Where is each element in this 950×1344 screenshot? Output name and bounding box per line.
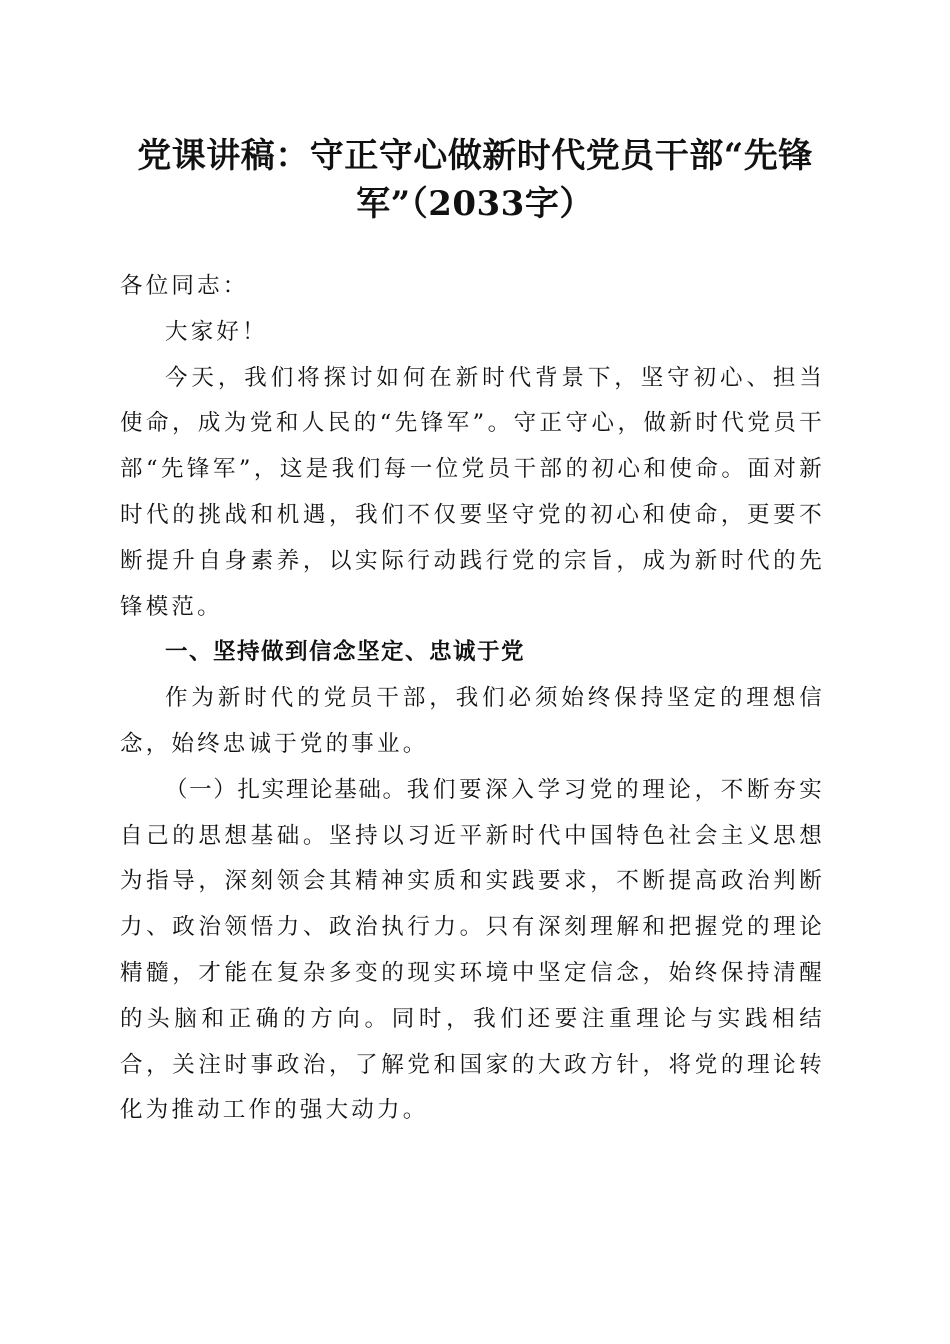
section-1-intro-paragraph: 作为新时代的党员干部，我们必须始终保持坚定的理想信念，始终忠诚于党的事业。 <box>120 685 825 757</box>
document-body <box>120 264 825 1134</box>
salutation: 各位同志： <box>120 273 249 299</box>
intro-paragraph: 今天，我们将探讨如何在新时代背景下，坚守初心、担当使命，成为党和人民的“先锋军”。守正守心，做新时代党员干部“先锋军”，这是我们每一位党员干部的初心和使命。面对新时代的挑战和机遇，我们不仅要坚守党的初心和使命，更要不断提升自身素养，以实际行动践行党的宗旨，成为新时代的先锋模范。 <box>120 364 825 620</box>
document-title: 党课讲稿：守正守心做新时代党员干部“先锋军”（2033字） <box>137 136 813 224</box>
section-heading-1: 一、坚持做到信念坚定、忠诚于党 <box>165 639 526 666</box>
subsection-1-paragraph <box>120 768 825 1134</box>
subsection-1-lead: （一）扎实理论基础。 <box>165 776 407 803</box>
subsection-1-text: 我们要深入学习党的理论，不断夯实自己的思想基础。坚持以习近平新时代中国特色社会主义思想为指导，深刻领会其精神实质和实践要求，不断提高政治判断力、政治领悟力、政治执行力。只有深刻理解和把握党的理论精髓，才能在复杂多变的现实环境中坚定信念，始终保持清醒的头脑和正确的方向。同时，我们还要注重理论与实践相结合，关注时事政治，了解党和国家的大政方针，将党的理论转化为推动工作的强大动力。 <box>120 776 825 1124</box>
greeting: 大家好！ <box>165 318 268 345</box>
